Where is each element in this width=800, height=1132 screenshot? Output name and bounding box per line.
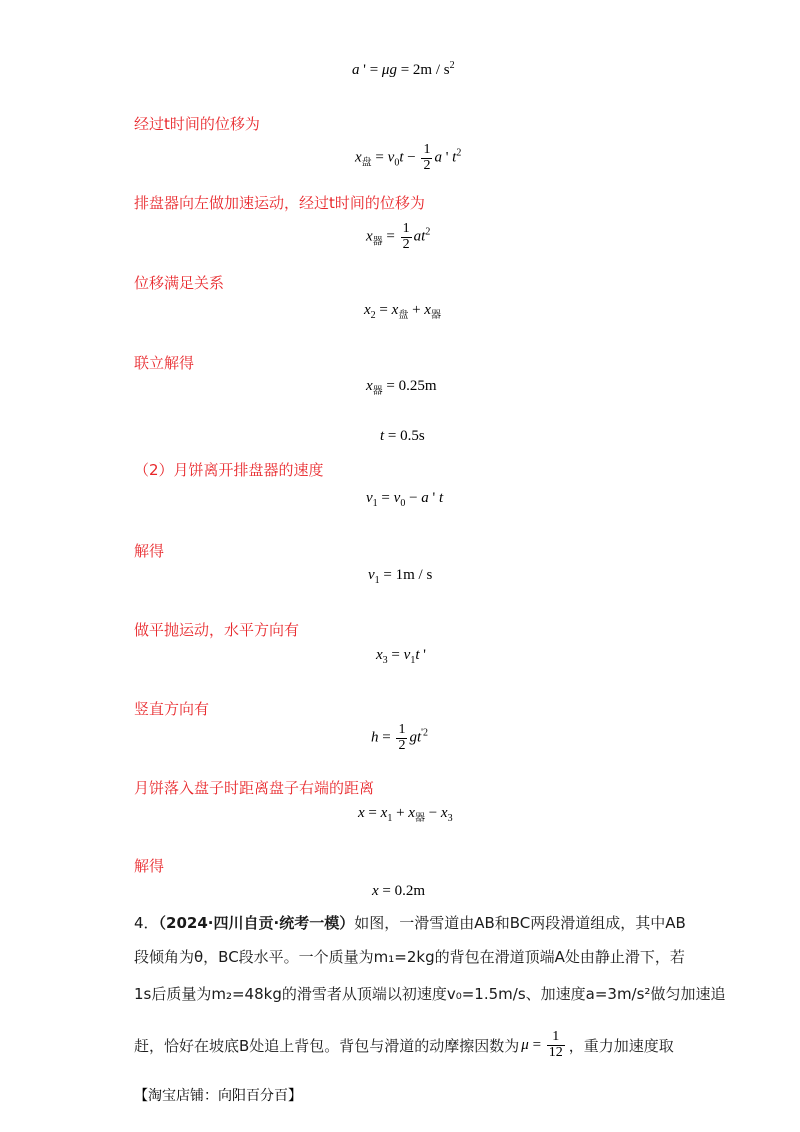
text-solve-jointly: 联立解得 <box>134 354 195 372</box>
problem-4-line-3: 1s后质量为m₂=48kg的滑雪者从顶端以初速度v₀=1.5m/s、加速度a=3m/s²做匀加速追 <box>134 985 726 1003</box>
equation-friction-acceleration: a ' = $\mu g = 2m / s^2$ <box>352 60 455 78</box>
equation-horizontal-displacement: $x_3 = v_1t$ ' <box>376 647 426 666</box>
equation-exit-velocity: $v_1 = v_0 - a$ ' t <box>366 490 444 509</box>
equation-distance-result: x = 0.2m <box>372 883 426 899</box>
friction-coefficient-expression: μ = $\frac{1}{12}$ <box>521 1029 563 1060</box>
equation-plate-displacement: $x_盘 = v_0t$ − $\frac{1}{2}$ a ' $t^2$ <box>355 142 462 173</box>
problem-4-line-2: 段倾角为θ，BC段水平。一个质量为m₁=2kg的背包在滑道顶端A处由静止滑下，若 <box>134 948 685 966</box>
equation-displacement-sum: $x_2 = x_盘 + x_器$ <box>364 302 441 321</box>
equation-velocity-result: $v_1 = 1m / s$ <box>368 567 433 586</box>
equation-time-result: t = 0.5s <box>380 428 425 444</box>
text-distance-to-plate: 月饼落入盘子时距离盘子右端的距离 <box>134 779 375 797</box>
text-displacement-relation: 位移满足关系 <box>134 274 225 292</box>
equation-vertical-height: h = $\frac{1}{2}$ $gt^{'2}$ <box>371 722 428 753</box>
problem-4-line-1 <box>134 912 686 933</box>
text-displacement-in-t: 经过t时间的位移为 <box>134 115 260 133</box>
equation-distance-formula: $x = x_1 + x_器 - x_3$ <box>358 805 453 824</box>
equation-sorter-result: $x_器 = 0.25m$ <box>366 378 437 397</box>
problem-4-line-4 <box>134 1030 674 1060</box>
text-solve-1: 解得 <box>134 542 165 560</box>
text-solve-2: 解得 <box>134 857 165 875</box>
equation-sorter-displacement: $x_器$ = $\frac{1}{2}$ $at^2$ <box>366 221 431 252</box>
footer-shop-label: 【淘宝店铺：向阳百分百】 <box>134 1088 302 1104</box>
problem-number: 4． <box>134 914 159 932</box>
text-vertical-direction: 竖直方向有 <box>134 700 210 718</box>
text-projectile-horizontal: 做平抛运动，水平方向有 <box>134 621 300 639</box>
problem-text-4b: ，重力加速度取 <box>568 1036 674 1055</box>
problem-source: （2024·四川自贡·统考一模） <box>158 914 355 932</box>
text-sorter-acceleration: 排盘器向左做加速运动，经过t时间的位移为 <box>134 194 425 212</box>
problem-text-4a: 赶，恰好在坡底B处追上背包。背包与滑道的动摩擦因数为 <box>134 1036 520 1055</box>
text-part2-velocity: （2）月饼离开排盘器的速度 <box>134 461 324 479</box>
problem-text-1: 如图，一滑雪道由AB和BC两段滑道组成，其中AB <box>354 914 686 932</box>
